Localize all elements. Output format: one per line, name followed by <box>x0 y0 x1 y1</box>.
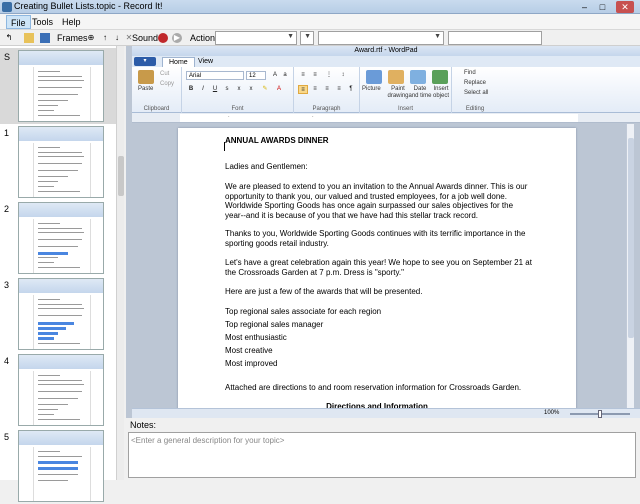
sound-label: Sound <box>132 33 159 43</box>
minimize-button[interactable]: – <box>581 2 587 12</box>
frame-item[interactable] <box>0 200 116 276</box>
toolbar <box>0 30 640 46</box>
frame-item[interactable] <box>0 124 116 200</box>
close-button[interactable]: ✕ <box>616 1 634 13</box>
frame-thumbnail[interactable] <box>18 278 104 350</box>
menu-file[interactable]: File <box>6 15 31 29</box>
doc-title: ANNUAL AWARDS DINNER <box>225 136 329 145</box>
bullets-icon[interactable]: ⋮ <box>326 72 332 78</box>
shrink-font-icon[interactable]: a <box>283 72 287 78</box>
paste-icon[interactable] <box>138 70 154 84</box>
ruler <box>132 113 640 123</box>
move-down-icon[interactable]: ↓ <box>115 33 119 42</box>
notes-field[interactable]: <Enter a general description for your topic> <box>128 432 636 478</box>
frames-label: Frames <box>57 33 88 43</box>
frame-thumbnail[interactable] <box>18 126 104 198</box>
app-icon <box>2 2 12 12</box>
cut-button[interactable]: Cut <box>160 71 170 77</box>
frame-number: S <box>4 52 11 62</box>
frame-thumbnail[interactable] <box>18 430 104 502</box>
calendar-icon[interactable] <box>410 70 426 84</box>
frame-item[interactable] <box>0 352 116 428</box>
award-item: Most creative <box>225 346 273 355</box>
doc-paragraph-line: Here are just a few of the awards that will be presented. <box>225 287 423 296</box>
select-all-button[interactable]: Select all <box>464 90 489 96</box>
frame-thumbnail[interactable] <box>18 50 104 122</box>
frame-thumbnail[interactable] <box>18 202 104 274</box>
move-up-icon[interactable]: ↑ <box>103 33 107 42</box>
doc-paragraph-line: year--and it is because of you that we have had this stellar track record. <box>225 210 479 220</box>
align-left-icon[interactable]: ≡ <box>298 85 308 94</box>
open-icon[interactable] <box>24 33 34 43</box>
frame-number: 2 <box>4 204 10 214</box>
increase-indent-icon[interactable]: ≡ <box>313 72 317 78</box>
bold-icon[interactable]: B <box>188 86 194 92</box>
directions-heading: Directions and Information <box>326 402 428 408</box>
italic-icon[interactable]: I <box>202 86 204 92</box>
notes-label: Notes: <box>130 420 157 430</box>
menu-help[interactable]: Help <box>62 17 81 27</box>
grow-font-icon[interactable]: A <box>272 72 277 78</box>
action-detail-dropdown[interactable]: ▼ <box>318 31 444 45</box>
wordpad-menu-button[interactable]: ▾ <box>134 57 156 66</box>
window-title: Creating Bullet Lists.topic - Record It! <box>14 1 163 11</box>
menu-bar <box>0 14 640 30</box>
frame-thumbnail[interactable] <box>18 354 104 426</box>
zoom-slider-knob[interactable] <box>598 410 602 418</box>
clipboard-label: Clipboard <box>143 106 170 112</box>
paste-button[interactable]: Paste <box>138 86 154 92</box>
award-item: Most improved <box>225 359 278 368</box>
text-cursor <box>224 142 225 151</box>
frame-item[interactable] <box>0 428 116 504</box>
paragraph-settings-icon[interactable]: ¶ <box>349 86 353 92</box>
tab-home[interactable]: Home <box>162 57 195 67</box>
font-label: Font <box>231 106 244 112</box>
underline-icon[interactable]: U <box>212 86 218 92</box>
strikethrough-icon[interactable]: s <box>225 86 229 92</box>
menu-tools[interactable]: Tools <box>32 17 54 27</box>
ruler-mark: · <box>228 114 230 120</box>
status-bar <box>132 408 640 418</box>
paragraph-group <box>294 67 360 113</box>
frame-number: 3 <box>4 280 10 290</box>
doc-paragraph-line: Let's have a great celebration again this year! We hope to see you on September 21 at <box>225 258 532 267</box>
font-group <box>182 67 294 113</box>
font-size-select[interactable]: 12 <box>246 71 266 80</box>
wordpad-title: Award.rtf - WordPad <box>132 46 640 56</box>
font-family-select[interactable]: Arial <box>186 71 244 80</box>
doc-paragraph-line: Worldwide Sporting Goods has once again surpassed our sales objectives for the <box>225 201 514 210</box>
action-text-field[interactable] <box>448 31 542 45</box>
insert-label: Insert <box>397 106 413 112</box>
doc-paragraph-line: Thanks to you, Worldwide Sporting Goods continues with its terrific importance in the <box>225 229 526 238</box>
doc-paragraph-line: the Crossroads Garden at 7 p.m. Dress is "sporty." <box>225 267 404 277</box>
document-page[interactable] <box>178 128 576 408</box>
superscript-icon[interactable]: x <box>249 86 253 92</box>
save-icon[interactable] <box>40 33 50 43</box>
doc-paragraph-line: sporting goods retail industry. <box>225 238 329 248</box>
doc-salutation: Ladies and Gentlemen: <box>225 162 308 171</box>
new-icon[interactable]: ↰ <box>5 33 13 42</box>
doc-paragraph-line: We are pleased to extend to you an invitation to the Annual Awards dinner. This is our <box>225 182 528 191</box>
insert-frame-icon[interactable]: ⊕ <box>87 33 95 42</box>
tab-view[interactable]: View <box>198 58 214 65</box>
zoom-level: 100% <box>544 410 560 416</box>
action-option-dropdown[interactable]: ▼ <box>300 31 314 45</box>
document-scrollbar[interactable] <box>626 124 634 408</box>
frames-panel <box>0 46 124 480</box>
title-bar <box>0 0 640 14</box>
delete-frame-icon[interactable]: ✕ <box>125 33 133 42</box>
document-area[interactable] <box>132 124 626 408</box>
doc-paragraph-line: Attached are directions to and room reservation information for Crossroads Garden. <box>225 383 522 392</box>
frame-number: 1 <box>4 128 10 138</box>
subscript-icon[interactable]: x <box>237 86 241 92</box>
play-icon[interactable]: ▶ <box>173 33 181 42</box>
ribbon-tabs <box>132 56 640 67</box>
clipboard-group <box>132 67 182 113</box>
line-spacing-icon[interactable]: ↕ <box>341 72 345 78</box>
date-time-button[interactable]: Date and time <box>408 86 432 99</box>
frames-scrollbar[interactable] <box>116 46 124 480</box>
insert-object-button[interactable]: Insert object <box>432 86 449 99</box>
paint-drawing-button[interactable]: Paint drawing <box>387 86 409 99</box>
frame-canvas <box>126 46 640 418</box>
editing-group <box>452 67 498 113</box>
award-item: Top regional sales associate for each region <box>225 307 382 316</box>
frame-item[interactable] <box>0 276 116 352</box>
picture-icon[interactable] <box>366 70 382 84</box>
replace-button[interactable]: Replace <box>464 80 487 86</box>
copy-button[interactable]: Copy <box>160 81 175 87</box>
object-icon[interactable] <box>432 70 448 84</box>
award-item: Most enthusiastic <box>225 333 287 342</box>
record-icon[interactable] <box>158 33 168 43</box>
editing-label: Editing <box>465 106 485 112</box>
frame-item[interactable] <box>0 48 116 124</box>
paint-icon[interactable] <box>388 70 404 84</box>
action-dropdown[interactable]: ▼ <box>215 31 297 45</box>
paragraph-label: Paragraph <box>312 106 341 112</box>
ribbon <box>132 67 640 113</box>
align-right-icon[interactable]: ≡ <box>325 86 329 92</box>
picture-button[interactable]: Picture <box>362 86 381 92</box>
align-center-icon[interactable]: ≡ <box>313 86 317 92</box>
frame-number: 5 <box>4 432 10 442</box>
insert-group <box>360 67 452 113</box>
font-color-icon[interactable]: A <box>276 86 281 92</box>
maximize-button[interactable]: □ <box>599 2 606 12</box>
award-item: Top regional sales manager <box>225 320 324 329</box>
ruler-mark: · <box>312 114 314 120</box>
find-button[interactable]: Find <box>464 70 476 76</box>
highlight-icon[interactable]: ✎ <box>262 86 268 92</box>
justify-icon[interactable]: ≡ <box>337 86 341 92</box>
doc-paragraph-line: opportunity to thank you, our valued and trusted employees, for a job well done. <box>225 191 507 201</box>
frame-number: 4 <box>4 356 10 366</box>
action-label: Action <box>190 33 216 43</box>
decrease-indent-icon[interactable]: ≡ <box>301 72 305 78</box>
